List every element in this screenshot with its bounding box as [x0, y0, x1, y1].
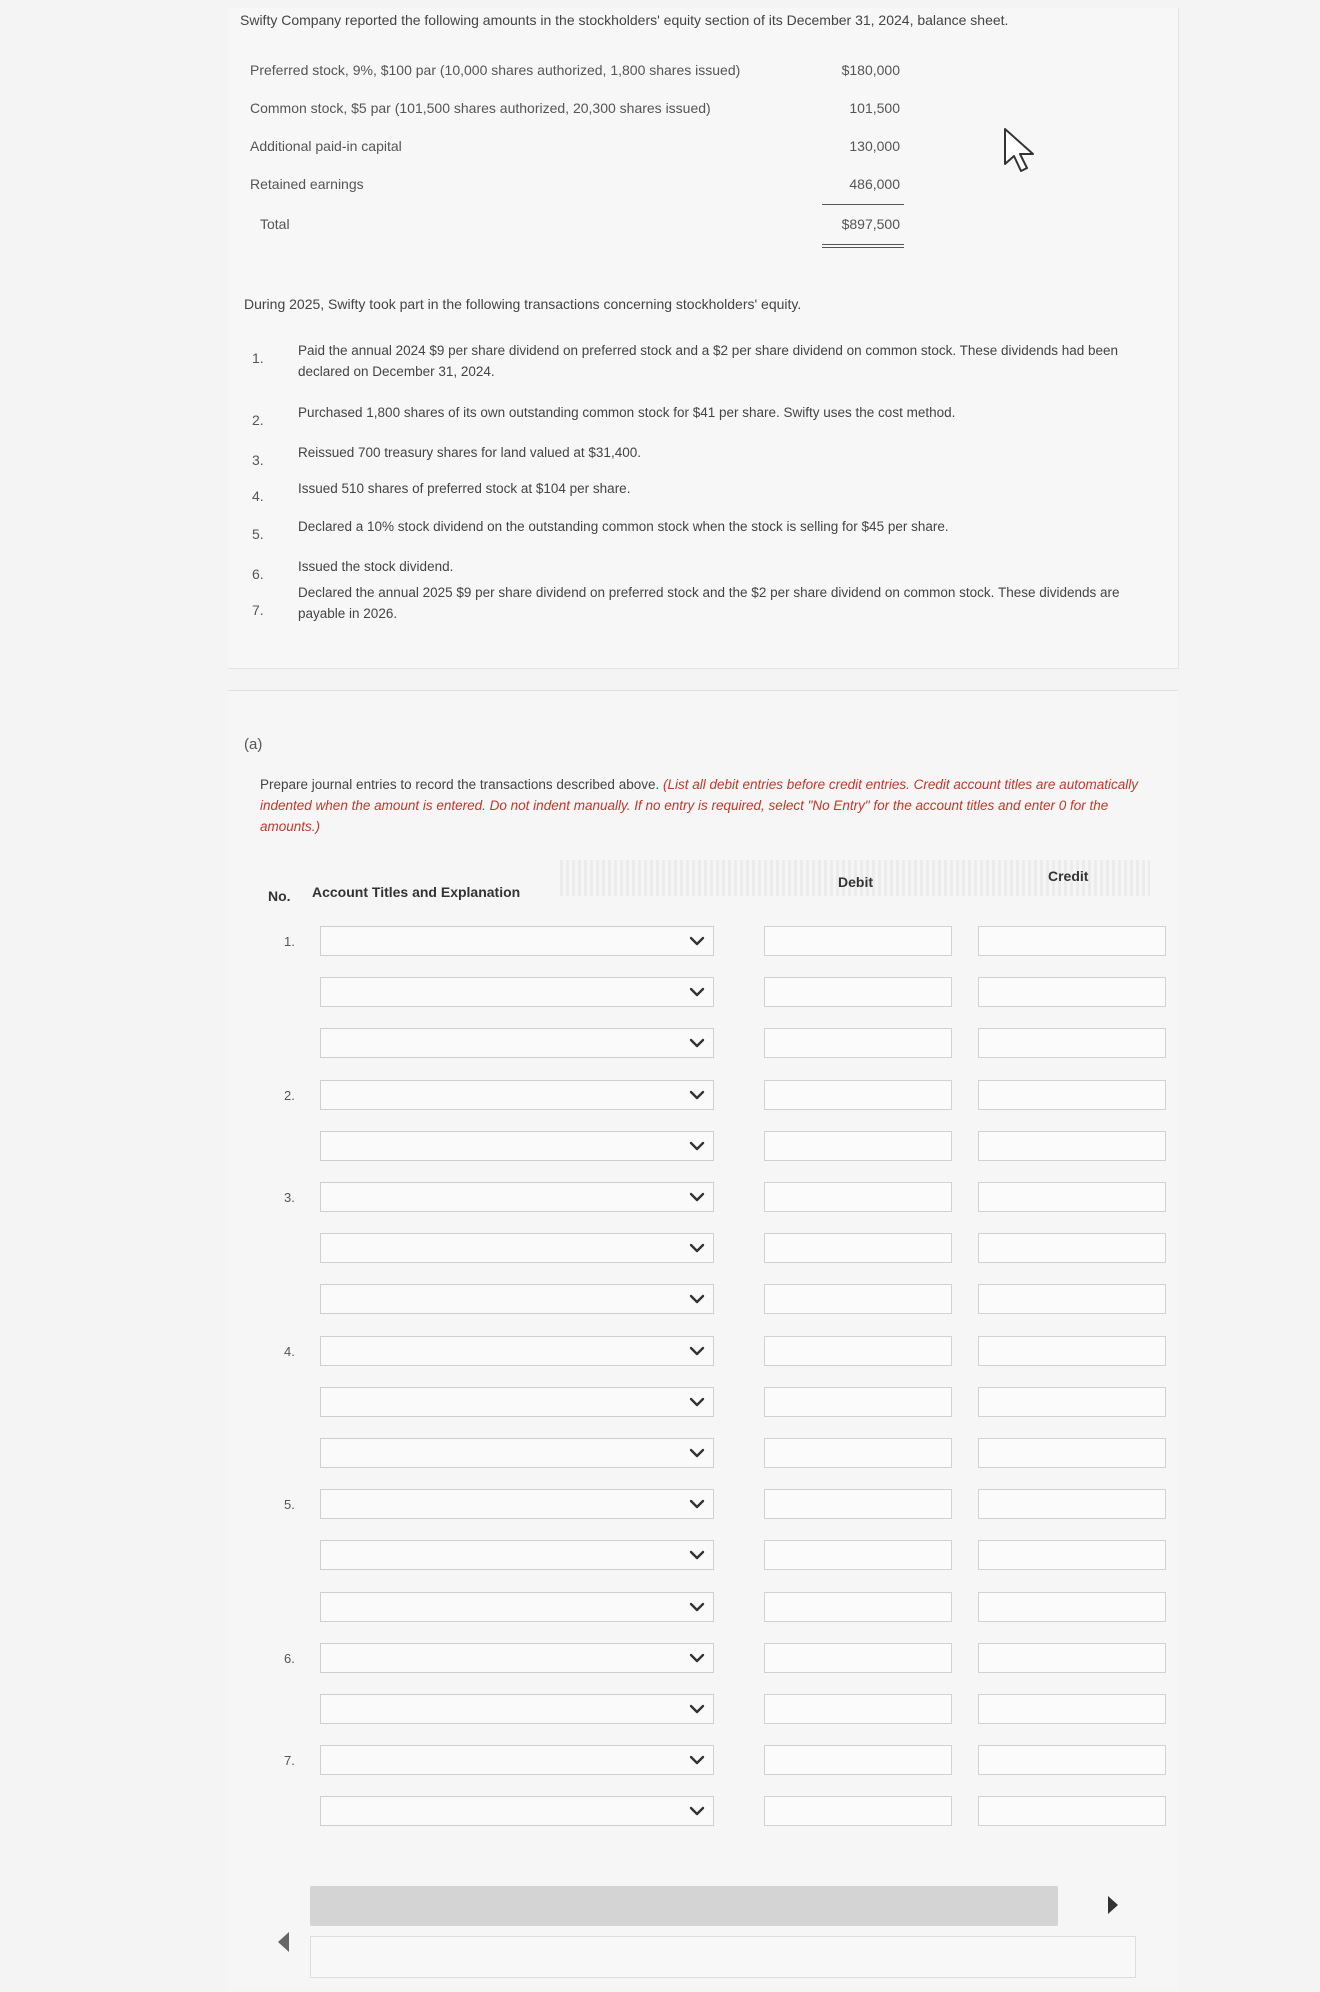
col-header-no: No. — [268, 888, 291, 904]
transaction-number: 1. — [252, 350, 264, 366]
chevron-down-icon — [687, 1597, 707, 1617]
credit-input[interactable] — [978, 1336, 1166, 1366]
credit-input[interactable] — [978, 1489, 1166, 1519]
balance-amount: $897,500 — [841, 216, 900, 232]
entry-number: 7. — [284, 1753, 295, 1768]
account-title-select[interactable] — [320, 1592, 714, 1622]
credit-input[interactable] — [978, 1182, 1166, 1212]
debit-input[interactable] — [764, 1796, 952, 1826]
balance-row — [250, 100, 910, 120]
footer-area — [310, 1936, 1136, 1978]
transactions-intro: During 2025, Swifty took part in the following transactions concerning stockholders' equity. — [244, 296, 802, 312]
chevron-down-icon — [687, 1341, 707, 1361]
account-title-select[interactable] — [320, 1284, 714, 1314]
debit-input[interactable] — [764, 1131, 952, 1161]
chevron-down-icon — [687, 1648, 707, 1668]
credit-input[interactable] — [978, 977, 1166, 1007]
transaction-text: Declared the annual 2025 $9 per share dividend on preferred stock and the $2 per share dividend on common stock. These dividends are payable in 2026. — [298, 585, 1120, 621]
transaction-text: Declared a 10% stock dividend on the outstanding common stock when the stock is selling for $45 per share. — [298, 519, 949, 534]
instructions-lead: Prepare journal entries to record the transactions described above. — [260, 777, 660, 792]
entry-number: 1. — [284, 934, 295, 949]
chevron-down-icon — [687, 1494, 707, 1514]
transaction-text: Issued 510 shares of preferred stock at $104 per share. — [298, 481, 631, 496]
debit-input[interactable] — [764, 1336, 952, 1366]
chevron-down-icon — [687, 1392, 707, 1412]
debit-input[interactable] — [764, 1694, 952, 1724]
transaction-text: Purchased 1,800 shares of its own outstanding common stock for $41 per share. Swifty uses the cost method. — [298, 405, 956, 420]
account-title-select[interactable] — [320, 1796, 714, 1826]
credit-input[interactable] — [978, 926, 1166, 956]
balance-total-row — [260, 216, 910, 236]
instructions-note: (List all debit entries before credit entries. Credit account titles are automatically indented when the amount is entered. Do not indent manually. If no entry is required, select "No Entry" for the account titles and enter 0 for the amounts.) — [260, 777, 1138, 834]
chevron-down-icon — [687, 1699, 707, 1719]
chevron-down-icon — [687, 1085, 707, 1105]
col-header-credit: Credit — [1048, 868, 1089, 884]
entry-number: 4. — [284, 1344, 295, 1359]
balance-row — [250, 176, 910, 196]
debit-input[interactable] — [764, 1745, 952, 1775]
account-title-select[interactable] — [320, 1745, 714, 1775]
transaction-number: 6. — [252, 566, 264, 582]
debit-input[interactable] — [764, 977, 952, 1007]
transaction-number: 4. — [252, 488, 264, 504]
account-title-select[interactable] — [320, 1643, 714, 1673]
credit-input[interactable] — [978, 1438, 1166, 1468]
account-title-select[interactable] — [320, 977, 714, 1007]
credit-input[interactable] — [978, 1745, 1166, 1775]
balance-amount: $180,000 — [841, 62, 900, 78]
transaction-number: 5. — [252, 526, 264, 542]
account-title-select[interactable] — [320, 1438, 714, 1468]
entry-number: 5. — [284, 1497, 295, 1512]
account-title-select[interactable] — [320, 1182, 714, 1212]
chevron-down-icon — [687, 982, 707, 1002]
entry-number: 3. — [284, 1190, 295, 1205]
balance-row — [250, 138, 910, 158]
balance-amount: 101,500 — [849, 100, 900, 116]
arrow-right-icon[interactable] — [1108, 1896, 1118, 1914]
debit-input[interactable] — [764, 1182, 952, 1212]
chevron-down-icon — [687, 1443, 707, 1463]
credit-input[interactable] — [978, 1694, 1166, 1724]
credit-input[interactable] — [978, 1540, 1166, 1570]
chevron-down-icon — [687, 1238, 707, 1258]
debit-input[interactable] — [764, 1489, 952, 1519]
debit-input[interactable] — [764, 1643, 952, 1673]
chevron-down-icon — [687, 1750, 707, 1770]
balance-row — [250, 62, 910, 82]
credit-input[interactable] — [978, 1643, 1166, 1673]
credit-input[interactable] — [978, 1284, 1166, 1314]
credit-input[interactable] — [978, 1131, 1166, 1161]
account-title-select[interactable] — [320, 1387, 714, 1417]
col-header-debit: Debit — [838, 874, 873, 890]
horizontal-scrollbar[interactable] — [310, 1886, 1058, 1926]
chevron-down-icon — [687, 931, 707, 951]
account-title-select[interactable] — [320, 1131, 714, 1161]
arrow-left-icon[interactable] — [278, 1932, 289, 1952]
balance-label: Retained earnings — [250, 176, 364, 192]
instructions — [260, 774, 1150, 837]
account-title-select[interactable] — [320, 1694, 714, 1724]
balance-amount: 486,000 — [849, 176, 900, 192]
balance-label: Total — [260, 216, 290, 232]
col-header-account: Account Titles and Explanation — [312, 884, 521, 900]
mouse-pointer-icon — [1002, 126, 1038, 174]
debit-input[interactable] — [764, 1028, 952, 1058]
credit-input[interactable] — [978, 1233, 1166, 1263]
debit-input[interactable] — [764, 1080, 952, 1110]
transaction-number: 2. — [252, 412, 264, 428]
debit-input[interactable] — [764, 1438, 952, 1468]
account-title-select[interactable] — [320, 1336, 714, 1366]
debit-input[interactable] — [764, 1233, 952, 1263]
balance-amount: 130,000 — [849, 138, 900, 154]
transaction-text: Reissued 700 treasury shares for land valued at $31,400. — [298, 445, 641, 460]
credit-input[interactable] — [978, 1592, 1166, 1622]
debit-input[interactable] — [764, 1284, 952, 1314]
entry-number: 6. — [284, 1651, 295, 1666]
balance-label: Additional paid-in capital — [250, 138, 402, 154]
subtotal-underline — [822, 204, 904, 205]
debit-input[interactable] — [764, 1387, 952, 1417]
total-double-underline — [822, 244, 904, 245]
chevron-down-icon — [687, 1545, 707, 1565]
transaction-number: 7. — [252, 602, 264, 618]
transaction-text: Paid the annual 2024 $9 per share dividend on preferred stock and a $2 per share dividend on common stock. These dividends had been declared on December 31, 2024. — [298, 343, 1119, 379]
credit-input[interactable] — [978, 1796, 1166, 1826]
balance-label: Preferred stock, 9%, $100 par (10,000 shares authorized, 1,800 shares issued) — [250, 62, 741, 78]
intro-text: Swifty Company reported the following amounts in the stockholders' equity section of its December 31, 2024, balance sheet. — [240, 12, 1009, 28]
entry-number: 2. — [284, 1088, 295, 1103]
credit-input[interactable] — [978, 1387, 1166, 1417]
credit-input[interactable] — [978, 1080, 1166, 1110]
account-title-select[interactable] — [320, 1233, 714, 1263]
account-title-select[interactable] — [320, 1489, 714, 1519]
debit-input[interactable] — [764, 1592, 952, 1622]
part-label: (a) — [244, 736, 263, 753]
chevron-down-icon — [687, 1289, 707, 1309]
debit-input[interactable] — [764, 926, 952, 956]
chevron-down-icon — [687, 1187, 707, 1207]
account-title-select[interactable] — [320, 1080, 714, 1110]
chevron-down-icon — [687, 1801, 707, 1821]
credit-input[interactable] — [978, 1028, 1166, 1058]
balance-label: Common stock, $5 par (101,500 shares authorized, 20,300 shares issued) — [250, 100, 711, 116]
account-title-select[interactable] — [320, 1540, 714, 1570]
chevron-down-icon — [687, 1033, 707, 1053]
chevron-down-icon — [687, 1136, 707, 1156]
account-title-select[interactable] — [320, 1028, 714, 1058]
debit-input[interactable] — [764, 1540, 952, 1570]
transaction-number: 3. — [252, 452, 264, 468]
transaction-text: Issued the stock dividend. — [298, 559, 454, 574]
total-double-underline — [822, 247, 904, 248]
account-title-select[interactable] — [320, 926, 714, 956]
